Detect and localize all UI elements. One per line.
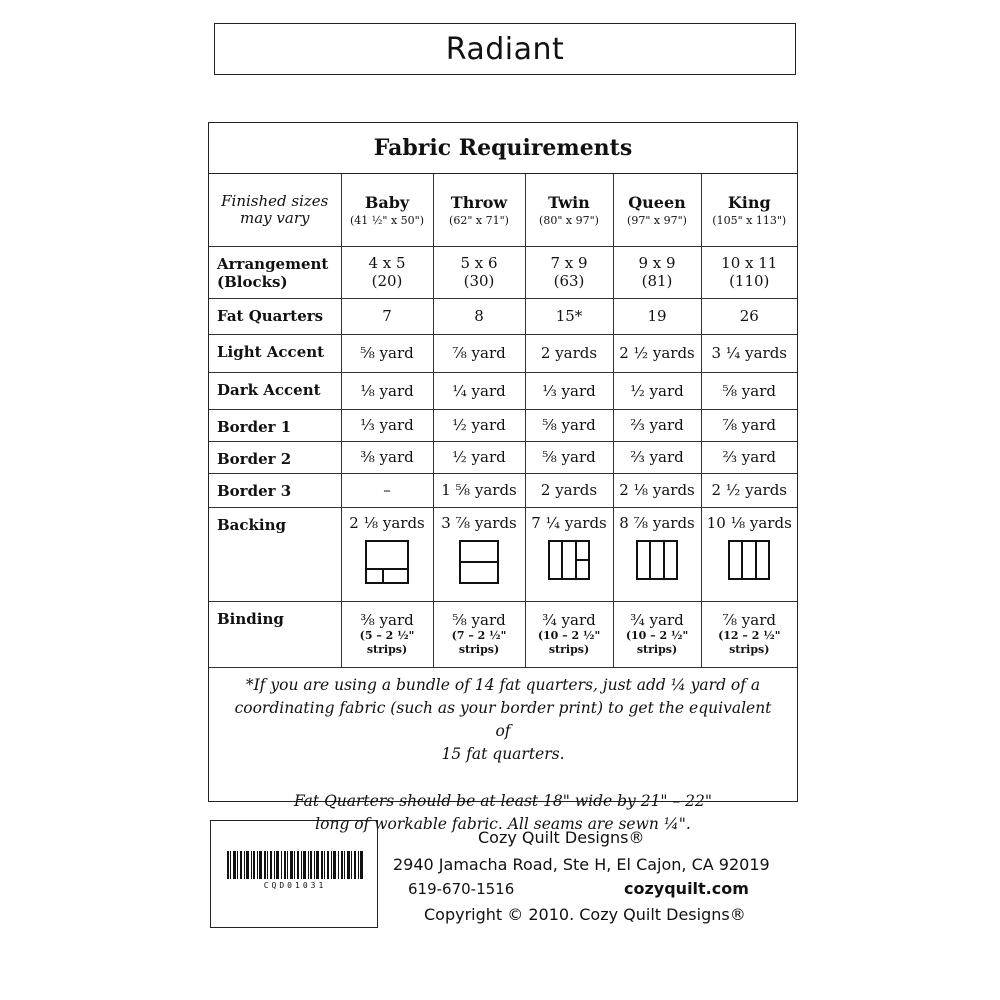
cell-value: 10 ⅛ yards xyxy=(706,513,792,532)
table-cell: 1 ⅝ yards xyxy=(433,473,525,507)
table-cell: ⅛ yard xyxy=(341,372,433,409)
note-line: Finished sizes xyxy=(221,191,329,210)
row-label: Border 2 xyxy=(209,441,341,473)
table-cell xyxy=(525,246,613,298)
table-cell: 15* xyxy=(525,298,613,334)
binding-strips: (10 – 2 ½" xyxy=(537,629,601,642)
footnote-line: coordinating fabric (such as your border print) to get the equivalent of xyxy=(234,698,772,740)
backing-diagram-twin xyxy=(548,540,590,580)
table-cell: ⅝ yard xyxy=(525,441,613,473)
table-cell: ½ yard xyxy=(433,409,525,441)
row-label: Dark Accent xyxy=(209,372,341,409)
table-cell: 2 ½ yards xyxy=(613,334,701,372)
table-row-sizes xyxy=(209,174,797,246)
cell-value: 9 x 9 xyxy=(638,254,676,272)
binding-amount: ¾ yard xyxy=(542,611,596,629)
size-twin xyxy=(525,174,613,246)
table-cell xyxy=(433,601,525,667)
table-cell: ⅝ yard xyxy=(525,409,613,441)
table-cell xyxy=(613,246,701,298)
footnote-line: Fat Quarters should be at least 18" wide by 21" – 22" xyxy=(293,791,713,810)
size-name: Baby xyxy=(364,192,410,212)
row-label: Border 3 xyxy=(209,473,341,507)
table-cell xyxy=(433,507,525,601)
backing-diagram-queen xyxy=(636,540,678,580)
cell-value: 4 x 5 xyxy=(368,254,406,272)
table-cell: 8 xyxy=(433,298,525,334)
row-label-line: Arrangement xyxy=(217,254,329,273)
table-row-fat-quarters xyxy=(209,298,797,334)
table-cell: ¼ yard xyxy=(433,372,525,409)
table-cell: 3 ¼ yards xyxy=(701,334,797,372)
company-website: cozyquilt.com xyxy=(624,879,749,898)
table-cell: 2 ⅛ yards xyxy=(613,473,701,507)
table-cell: 26 xyxy=(701,298,797,334)
cell-value: 7 ¼ yards xyxy=(531,513,607,532)
table-row-border-1 xyxy=(209,409,797,441)
size-dims: (62" x 71") xyxy=(449,213,509,227)
table-cell xyxy=(341,246,433,298)
company-phone: 619-670-1516 xyxy=(408,880,515,898)
binding-strips: strips) xyxy=(366,643,408,656)
table-cell: 2 yards xyxy=(525,473,613,507)
barcode-number: CQD01031 xyxy=(263,881,327,890)
row-label: Backing xyxy=(209,507,341,601)
size-dims: (97" x 97") xyxy=(627,213,687,227)
size-dims: (80" x 97") xyxy=(539,213,599,227)
cell-value: 7 x 9 xyxy=(550,254,588,272)
binding-amount: ⅝ yard xyxy=(452,611,506,629)
binding-amount: ⅞ yard xyxy=(722,611,776,629)
table-cell: ⅝ yard xyxy=(341,334,433,372)
fat-quarter-footnote xyxy=(209,674,797,766)
binding-strips: strips) xyxy=(458,643,500,656)
size-king xyxy=(701,174,797,246)
finished-sizes-note xyxy=(209,174,341,246)
table-row-light-accent xyxy=(209,334,797,372)
table-cell: 2 ½ yards xyxy=(701,473,797,507)
table-cell: ⅝ yard xyxy=(701,372,797,409)
row-label xyxy=(209,246,341,298)
row-label-line: (Blocks) xyxy=(217,272,288,291)
binding-strips: (10 – 2 ½" xyxy=(625,629,689,642)
size-baby xyxy=(341,174,433,246)
table-cell: ½ yard xyxy=(433,441,525,473)
note-line: may vary xyxy=(240,208,310,227)
binding-strips: (7 – 2 ½" xyxy=(451,629,507,642)
table-cell: – xyxy=(341,473,433,507)
cell-value: (81) xyxy=(641,272,673,290)
backing-diagram-throw xyxy=(459,540,499,584)
fabric-requirements-panel xyxy=(208,122,798,833)
table-cell xyxy=(525,507,613,601)
table-cell: 19 xyxy=(613,298,701,334)
barcode-box xyxy=(210,820,378,928)
table-cell: 7 xyxy=(341,298,433,334)
company-name: Cozy Quilt Designs® xyxy=(478,828,645,847)
table-cell: ⅔ yard xyxy=(613,409,701,441)
table-cell: ⅓ yard xyxy=(525,372,613,409)
size-throw xyxy=(433,174,525,246)
pattern-title: Radiant xyxy=(445,31,565,67)
table-cell xyxy=(613,507,701,601)
size-dims: (41 ½" x 50") xyxy=(349,213,425,227)
table-cell: ⅔ yard xyxy=(613,441,701,473)
fabric-requirements-table xyxy=(209,174,797,668)
company-address: 2940 Jamacha Road, Ste H, El Cajon, CA 92019 xyxy=(393,855,770,874)
binding-strips: (12 – 2 ½" xyxy=(718,629,781,642)
binding-strips: strips) xyxy=(729,643,770,656)
table-cell: ½ yard xyxy=(613,372,701,409)
footnote-line: *If you are using a bundle of 14 fat quarters, just add ¼ yard of a xyxy=(245,675,761,694)
row-label: Binding xyxy=(209,601,341,667)
binding-amount: ⅜ yard xyxy=(360,611,414,629)
table-cell xyxy=(613,601,701,667)
barcode-icon xyxy=(227,851,363,879)
row-label: Light Accent xyxy=(209,334,341,372)
fabric-requirements-heading: Fabric Requirements xyxy=(209,123,797,174)
table-cell xyxy=(341,507,433,601)
cell-value: (63) xyxy=(553,272,585,290)
cell-value: 10 x 11 xyxy=(721,254,778,272)
cell-value: (110) xyxy=(729,272,770,290)
table-row-border-3 xyxy=(209,473,797,507)
table-cell: 2 yards xyxy=(525,334,613,372)
table-row-dark-accent xyxy=(209,372,797,409)
table-cell: ⅔ yard xyxy=(701,441,797,473)
table-cell xyxy=(701,246,797,298)
cell-value: 2 ⅛ yards xyxy=(349,513,425,532)
table-row-binding xyxy=(209,601,797,667)
binding-strips: strips) xyxy=(636,643,678,656)
table-cell: ⅞ yard xyxy=(433,334,525,372)
table-row-arrangement xyxy=(209,246,797,298)
size-name: Throw xyxy=(450,192,508,212)
size-queen xyxy=(613,174,701,246)
binding-strips: strips) xyxy=(548,643,590,656)
title-box xyxy=(214,23,796,75)
table-cell: ⅓ yard xyxy=(341,409,433,441)
size-name: King xyxy=(727,192,771,212)
table-cell: ⅜ yard xyxy=(341,441,433,473)
row-label: Fat Quarters xyxy=(209,298,341,334)
cell-value: (20) xyxy=(371,272,403,290)
row-label: Border 1 xyxy=(209,409,341,441)
backing-diagram-king xyxy=(728,540,770,580)
table-cell: ⅞ yard xyxy=(701,409,797,441)
table-row-backing xyxy=(209,507,797,601)
size-dims: (105" x 113") xyxy=(712,213,787,227)
cell-value: (30) xyxy=(463,272,495,290)
footnote-line: 15 fat quarters. xyxy=(441,744,565,763)
size-name: Queen xyxy=(628,192,686,212)
table-cell xyxy=(433,246,525,298)
table-cell xyxy=(525,601,613,667)
copyright-notice: Copyright © 2010. Cozy Quilt Designs® xyxy=(424,905,746,924)
table-cell xyxy=(341,601,433,667)
cell-value: 3 ⅞ yards xyxy=(441,513,517,532)
binding-strips: (5 – 2 ½" xyxy=(359,629,415,642)
table-cell xyxy=(701,507,797,601)
footnote-line: long of workable fabric. All seams are sewn ¼". xyxy=(315,814,691,833)
table-cell xyxy=(701,601,797,667)
size-name: Twin xyxy=(548,192,590,212)
cell-value: 5 x 6 xyxy=(460,254,498,272)
binding-amount: ¾ yard xyxy=(630,611,684,629)
backing-diagram-baby xyxy=(365,540,409,584)
table-row-border-2 xyxy=(209,441,797,473)
cell-value: 8 ⅞ yards xyxy=(619,513,695,532)
